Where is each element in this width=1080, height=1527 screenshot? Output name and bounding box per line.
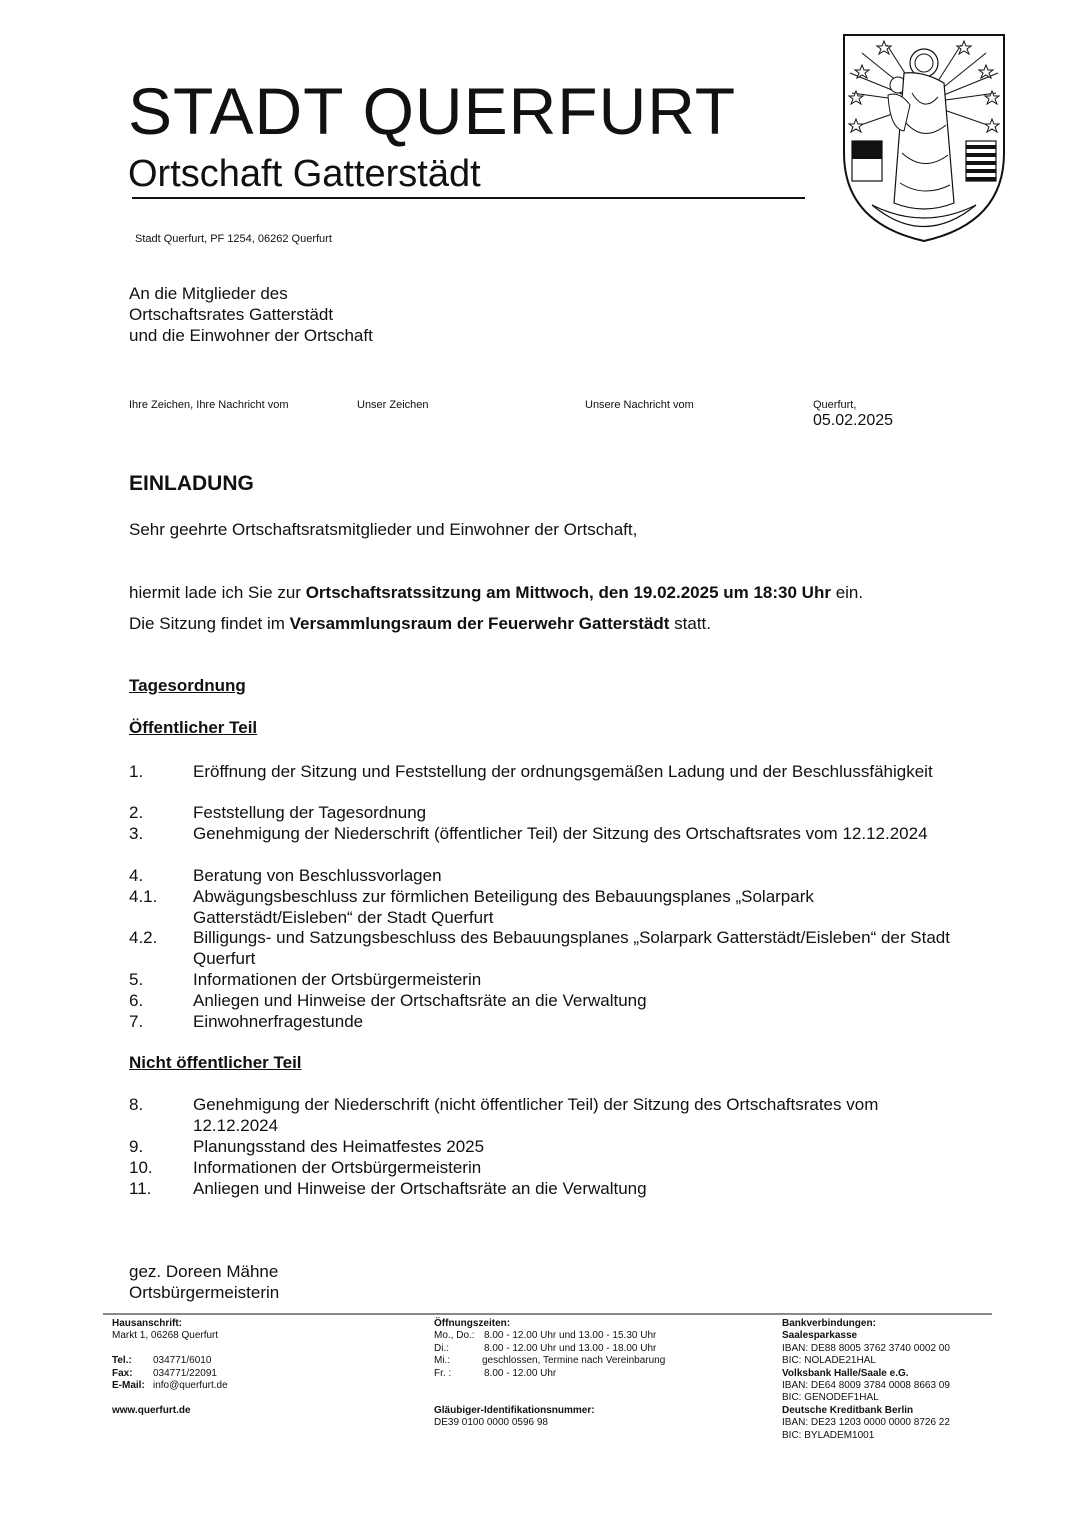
bank-name: Saalesparkasse — [782, 1330, 858, 1342]
agenda-number: 3. — [129, 824, 144, 843]
letter-date: 05.02.2025 — [813, 412, 894, 429]
bank-title: Bankverbindungen: — [782, 1318, 876, 1329]
agenda-text: Beratung von Beschlussvorlagen — [193, 866, 442, 885]
hours-row — [434, 1343, 754, 1355]
bank-iban: IBAN: DE23 1203 0000 0000 8726 22 — [782, 1417, 950, 1429]
footer-hours-column — [434, 1318, 754, 1430]
our-reference-label: Unser Zeichen — [357, 399, 429, 411]
agenda-number: 4. — [129, 866, 144, 885]
locality-subtitle: Ortschaft Gatterstädt — [128, 153, 481, 195]
agenda-text: Anliegen und Hinweise der Ortschaftsräte an die Verwaltung — [193, 991, 647, 1010]
invitation-paragraph — [129, 583, 863, 603]
bank-iban: IBAN: DE88 8005 3762 3740 0002 00 — [782, 1342, 950, 1354]
sender-address-line: Stadt Querfurt, PF 1254, 06262 Querfurt — [135, 233, 332, 245]
agenda-text: Informationen der Ortsbürgermeisterin — [193, 1158, 482, 1177]
agenda-text: Feststellung der Tagesordnung — [193, 803, 427, 822]
hours-row — [434, 1330, 754, 1342]
creditor-id: DE39 0100 0000 0596 98 — [434, 1417, 548, 1429]
hours-day: Fr. : — [434, 1367, 452, 1379]
text: Die Sitzung findet im — [129, 614, 290, 633]
hours-day: Mi.: — [434, 1355, 451, 1367]
footer-divider — [103, 1313, 992, 1315]
bank-name: Volksbank Halle/Saale e.G. — [782, 1367, 909, 1379]
hours-time: 8.00 - 12.00 Uhr und 13.00 - 18.00 Uhr — [484, 1342, 657, 1354]
hours-row — [434, 1368, 754, 1380]
agenda-number: 6. — [129, 991, 144, 1010]
agenda-number: 8. — [129, 1095, 144, 1114]
agenda-text: Abwägungsbeschluss zur förmlichen Beteiligung des Bebauungsplanes „Solarpark Gatterstädt/Eisleben“ der Stadt Querfurt — [193, 887, 814, 927]
email-address: info@querfurt.de — [153, 1380, 228, 1392]
recipient-address — [129, 283, 373, 346]
agenda-title: Tagesordnung — [129, 676, 246, 695]
agenda-number: 1. — [129, 762, 144, 781]
agenda-text: Planungsstand des Heimatfestes 2025 — [193, 1137, 485, 1156]
private-section-title: Nicht öffentlicher Teil — [129, 1053, 302, 1072]
agenda-number: 4.1. — [129, 887, 158, 906]
agenda-text: Einwohnerfragestunde — [193, 1012, 364, 1031]
place-label: Querfurt, — [813, 399, 857, 411]
agenda-number: 7. — [129, 1012, 144, 1031]
agenda-number: 4.2. — [129, 928, 158, 947]
footer-bank-column — [782, 1318, 992, 1442]
creditor-id-title: Gläubiger-Identifikationsnummer: — [434, 1404, 595, 1416]
agenda-text: Informationen der Ortsbürgermeisterin — [193, 970, 482, 989]
bank-iban: IBAN: DE64 8009 3784 0008 8663 09 — [782, 1380, 950, 1392]
agenda-text: Anliegen und Hinweise der Ortschaftsräte an die Verwaltung — [193, 1179, 647, 1198]
public-section-title: Öffentlicher Teil — [129, 718, 258, 737]
meeting-datetime: Ortschaftsratssitzung am Mittwoch, den 19.02.2025 um 18:30 Uhr — [305, 583, 831, 602]
agenda-text: Billigungs- und Satzungsbeschluss des Bebauungsplanes „Solarpark Gatterstädt/Eisleben“ der Stadt Querfurt — [193, 928, 950, 968]
signatory-role: Ortsbürgermeisterin — [129, 1283, 280, 1302]
agenda-number: 5. — [129, 970, 144, 989]
text: statt. — [669, 614, 712, 633]
footer-address-column — [112, 1318, 392, 1417]
bank-bic: BIC: NOLADE21HAL — [782, 1355, 876, 1367]
signatory-name: gez. Doreen Mähne — [129, 1262, 279, 1281]
fax-row — [112, 1368, 392, 1380]
recipient-line: An die Mitglieder des — [129, 284, 288, 303]
bank-name: Deutsche Kreditbank Berlin — [782, 1404, 914, 1416]
text: ein. — [830, 583, 864, 602]
address: Markt 1, 06268 Querfurt — [112, 1330, 219, 1342]
hours-day: Mo., Do.: — [434, 1330, 475, 1342]
letter-heading: EINLADUNG — [129, 472, 254, 495]
coat-of-arms-icon — [842, 33, 1006, 243]
meeting-location: Versammlungsraum der Feuerwehr Gatterstädt — [289, 614, 670, 633]
signature-block — [129, 1261, 279, 1303]
agenda-text: Genehmigung der Niederschrift (nicht öffentlicher Teil) der Sitzung des Ortschaftsrates vom 12.12.2024 — [193, 1095, 879, 1135]
agenda-text: Genehmigung der Niederschrift (öffentlicher Teil) der Sitzung des Ortschaftsrates vom 12.12.2024 — [193, 824, 928, 843]
agenda-text: Eröffnung der Sitzung und Feststellung der ordnungsgemäßen Ladung und der Beschlussfähigkeit — [193, 762, 933, 781]
hours-title: Öffnungszeiten: — [434, 1318, 511, 1329]
recipient-line: und die Einwohner der Ortschaft — [129, 326, 373, 345]
fax-label: Fax: — [112, 1367, 133, 1379]
text: hiermit lade ich Sie zur — [129, 583, 306, 602]
address-title: Hausanschrift: — [112, 1318, 183, 1329]
hours-time: 8.00 - 12.00 Uhr und 13.00 - 15.30 Uhr — [484, 1330, 657, 1342]
phone-label: Tel.: — [112, 1355, 132, 1367]
fax-number: 034771/22091 — [153, 1367, 217, 1379]
agenda-number: 10. — [129, 1158, 153, 1177]
salutation: Sehr geehrte Ortschaftsratsmitglieder und Einwohner der Ortschaft, — [129, 520, 638, 539]
our-message-label: Unsere Nachricht vom — [585, 399, 694, 411]
city-title: STADT QUERFURT — [128, 74, 737, 148]
phone-row — [112, 1355, 392, 1367]
your-reference-label: Ihre Zeichen, Ihre Nachricht vom — [129, 399, 289, 411]
bank-bic: BIC: GENODEF1HAL — [782, 1392, 879, 1404]
hours-time: geschlossen, Termine nach Vereinbarung — [482, 1355, 666, 1367]
hours-row — [434, 1355, 754, 1367]
agenda-number: 11. — [129, 1179, 152, 1198]
location-paragraph — [129, 614, 711, 634]
title-underline — [132, 197, 805, 199]
agenda-number: 2. — [129, 803, 144, 822]
email-row — [112, 1380, 392, 1392]
agenda-number: 9. — [129, 1137, 144, 1156]
hours-day: Di.: — [434, 1342, 449, 1354]
recipient-line: Ortschaftsrates Gatterstädt — [129, 305, 334, 324]
hours-time: 8.00 - 12.00 Uhr — [484, 1367, 557, 1379]
phone-number: 034771/6010 — [153, 1355, 212, 1367]
website: www.querfurt.de — [112, 1404, 191, 1416]
bank-bic: BIC: BYLADEM1001 — [782, 1429, 875, 1441]
email-label: E-Mail: — [112, 1380, 145, 1392]
